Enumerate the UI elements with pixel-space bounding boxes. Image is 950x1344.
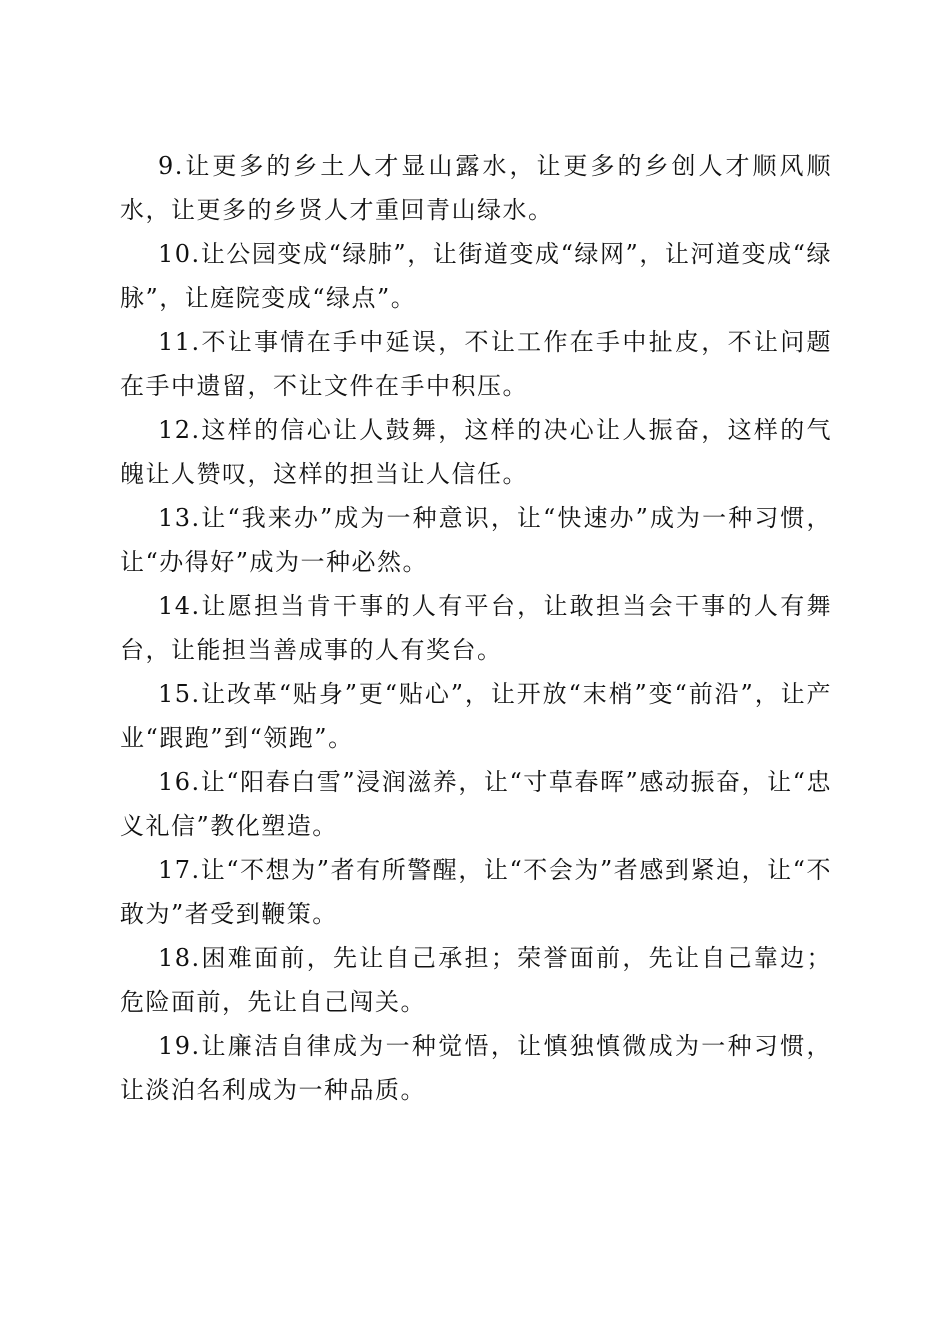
document-body [120,144,832,1112]
paragraph-9: 9.让更多的乡土人才显山露水，让更多的乡创人才顺风顺水，让更多的乡贤人才重回青山绿水。 [120,152,832,224]
paragraph-10: 10.让公园变成“绿肺”，让街道变成“绿网”，让河道变成“绿脉”，让庭院变成“绿点”。 [120,240,832,312]
paragraph-11: 11.不让事情在手中延误，不让工作在手中扯皮，不让问题在手中遗留，不让文件在手中积压。 [120,328,832,400]
paragraph-19: 19.让廉洁自律成为一种觉悟，让慎独慎微成为一种习惯，让淡泊名利成为一种品质。 [120,1032,832,1104]
paragraph-13: 13.让“我来办”成为一种意识，让“快速办”成为一种习惯，让“办得好”成为一种必然。 [120,504,832,576]
paragraph-14: 14.让愿担当肯干事的人有平台，让敢担当会干事的人有舞台，让能担当善成事的人有奖台。 [120,592,832,664]
paragraph-12: 12.这样的信心让人鼓舞，这样的决心让人振奋，这样的气魄让人赞叹，这样的担当让人信任。 [120,416,832,488]
paragraph-16: 16.让“阳春白雪”浸润滋养，让“寸草春晖”感动振奋，让“忠义礼信”教化塑造。 [120,768,832,840]
paragraph-17: 17.让“不想为”者有所警醒，让“不会为”者感到紧迫，让“不敢为”者受到鞭策。 [120,856,832,928]
paragraph-15: 15.让改革“贴身”更“贴心”，让开放“末梢”变“前沿”，让产业“跟跑”到“领跑”。 [120,680,832,752]
paragraph-18: 18.困难面前，先让自己承担；荣誉面前，先让自己靠边；危险面前，先让自己闯关。 [120,944,832,1016]
